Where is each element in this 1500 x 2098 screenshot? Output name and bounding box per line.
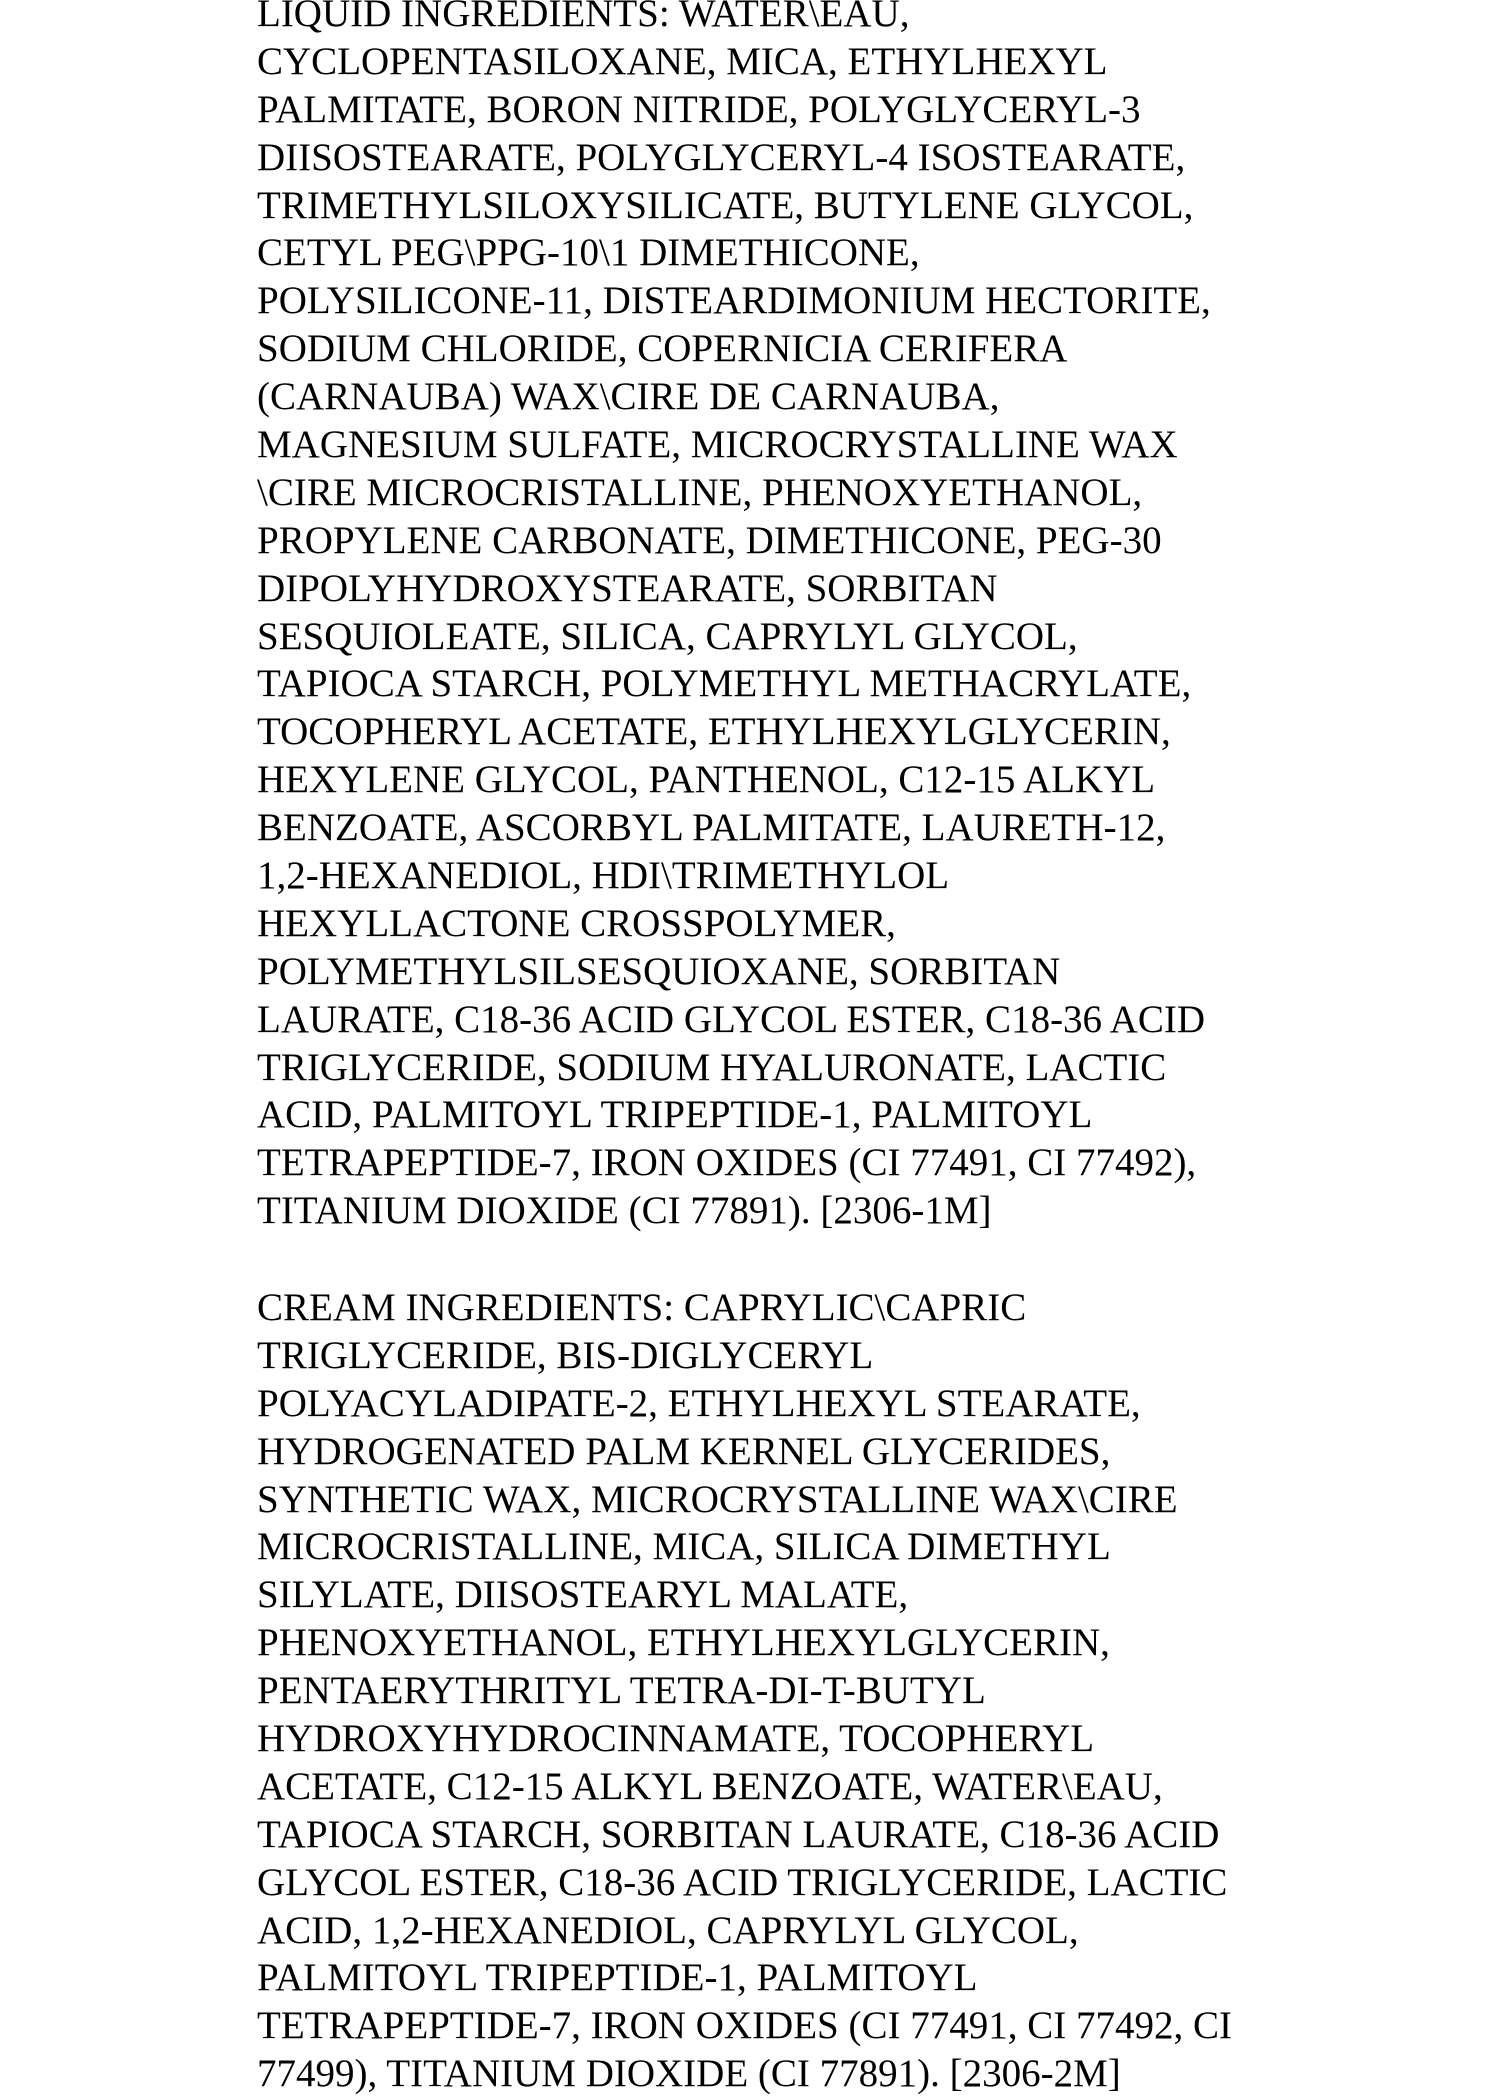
text-line: SYNTHETIC WAX, MICROCRYSTALLINE WAX\CIRE [257, 1477, 1178, 1521]
text-line: LAURATE, C18-36 ACID GLYCOL ESTER, C18-36 ACID [257, 997, 1205, 1041]
text-line: HYDROGENATED PALM KERNEL GLYCERIDES, [257, 1429, 1111, 1473]
text-line: LIQUID INGREDIENTS: WATER\EAU, [257, 0, 910, 35]
text-line: SILYLATE, DIISOSTEARYL MALATE, [257, 1573, 909, 1617]
text-line: HEXYLLACTONE CROSSPOLYMER, [257, 901, 896, 945]
text-line: TETRAPEPTIDE-7, IRON OXIDES (CI 77491, CI 77492, CI [257, 2004, 1232, 2048]
text-line: BENZOATE, ASCORBYL PALMITATE, LAURETH-12, [257, 806, 1166, 850]
text-line: POLYMETHYLSILSESQUIOXANE, SORBITAN [257, 949, 1061, 993]
cream-ingredients-paragraph [257, 1284, 1457, 2098]
text-line: HYDROXYHYDROCINNAMATE, TOCOPHERYL [257, 1717, 1095, 1761]
text-line: SESQUIOLEATE, SILICA, CAPRYLYL GLYCOL, [257, 614, 1078, 658]
text-line: CETYL PEG\PPG-10\1 DIMETHICONE, [257, 231, 920, 275]
text-line: POLYSILICONE-11, DISTEARDIMONIUM HECTORITE, [257, 279, 1211, 323]
text-line: ACID, 1,2-HEXANEDIOL, CAPRYLYL GLYCOL, [257, 1908, 1079, 1952]
text-line: \CIRE MICROCRISTALLINE, PHENOXYETHANOL, [257, 470, 1143, 514]
text-line: GLYCOL ESTER, C18-36 ACID TRIGLYCERIDE, LACTIC [257, 1860, 1228, 1904]
text-line: CREAM INGREDIENTS: CAPRYLIC\CAPRIC [257, 1286, 1027, 1329]
text-line: TRIGLYCERIDE, BIS-DIGLYCERYL [257, 1333, 874, 1377]
text-line: MAGNESIUM SULFATE, MICROCRYSTALLINE WAX [257, 423, 1178, 467]
text-line: PALMITOYL TRIPEPTIDE-1, PALMITOYL [257, 1956, 978, 2000]
text-line: DIISOSTEARATE, POLYGLYCERYL-4 ISOSTEARATE, [257, 135, 1186, 179]
text-line: CYCLOPENTASILOXANE, MICA, ETHYLHEXYL [257, 39, 1108, 83]
text-line: DIPOLYHYDROXYSTEARATE, SORBITAN [257, 566, 998, 610]
text-line: (CARNAUBA) WAX\CIRE DE CARNAUBA, [257, 375, 1000, 419]
text-line: TRIGLYCERIDE, SODIUM HYALURONATE, LACTIC [257, 1045, 1167, 1089]
text-line: TOCOPHERYL ACETATE, ETHYLHEXYLGLYCERIN, [257, 710, 1171, 754]
text-line: PHENOXYETHANOL, ETHYLHEXYLGLYCERIN, [257, 1621, 1110, 1665]
text-line: MICROCRISTALLINE, MICA, SILICA DIMETHYL [257, 1525, 1111, 1569]
text-line: TETRAPEPTIDE-7, IRON OXIDES (CI 77491, CI 77492), [257, 1141, 1197, 1185]
text-line: ACETATE, C12-15 ALKYL BENZOATE, WATER\EAU, [257, 1764, 1163, 1808]
text-line: TITANIUM DIOXIDE (CI 77891). [2306-1M] [257, 1189, 992, 1233]
liquid-ingredients-paragraph [257, 0, 1457, 1235]
text-line: ACID, PALMITOYL TRIPEPTIDE-1, PALMITOYL [257, 1093, 1093, 1137]
text-line: PROPYLENE CARBONATE, DIMETHICONE, PEG-30 [257, 518, 1162, 562]
text-line: PALMITATE, BORON NITRIDE, POLYGLYCERYL-3 [257, 87, 1141, 131]
text-line: 1,2-HEXANEDIOL, HDI\TRIMETHYLOL [257, 854, 950, 898]
text-line: TRIMETHYLSILOXYSILICATE, BUTYLENE GLYCOL, [257, 183, 1194, 227]
text-line: TAPIOCA STARCH, SORBITAN LAURATE, C18-36 ACID [257, 1812, 1220, 1856]
text-line: SODIUM CHLORIDE, COPERNICIA CERIFERA [257, 327, 1068, 371]
text-line: PENTAERYTHRITYL TETRA-DI-T-BUTYL [257, 1669, 986, 1713]
text-line: POLYACYLADIPATE-2, ETHYLHEXYL STEARATE, [257, 1381, 1141, 1425]
text-line: HEXYLENE GLYCOL, PANTHENOL, C12-15 ALKYL [257, 758, 1156, 802]
text-line: TAPIOCA STARCH, POLYMETHYL METHACRYLATE, [257, 662, 1192, 706]
text-line: 77499), TITANIUM DIOXIDE (CI 77891). [2306-2M] [257, 2052, 1121, 2096]
